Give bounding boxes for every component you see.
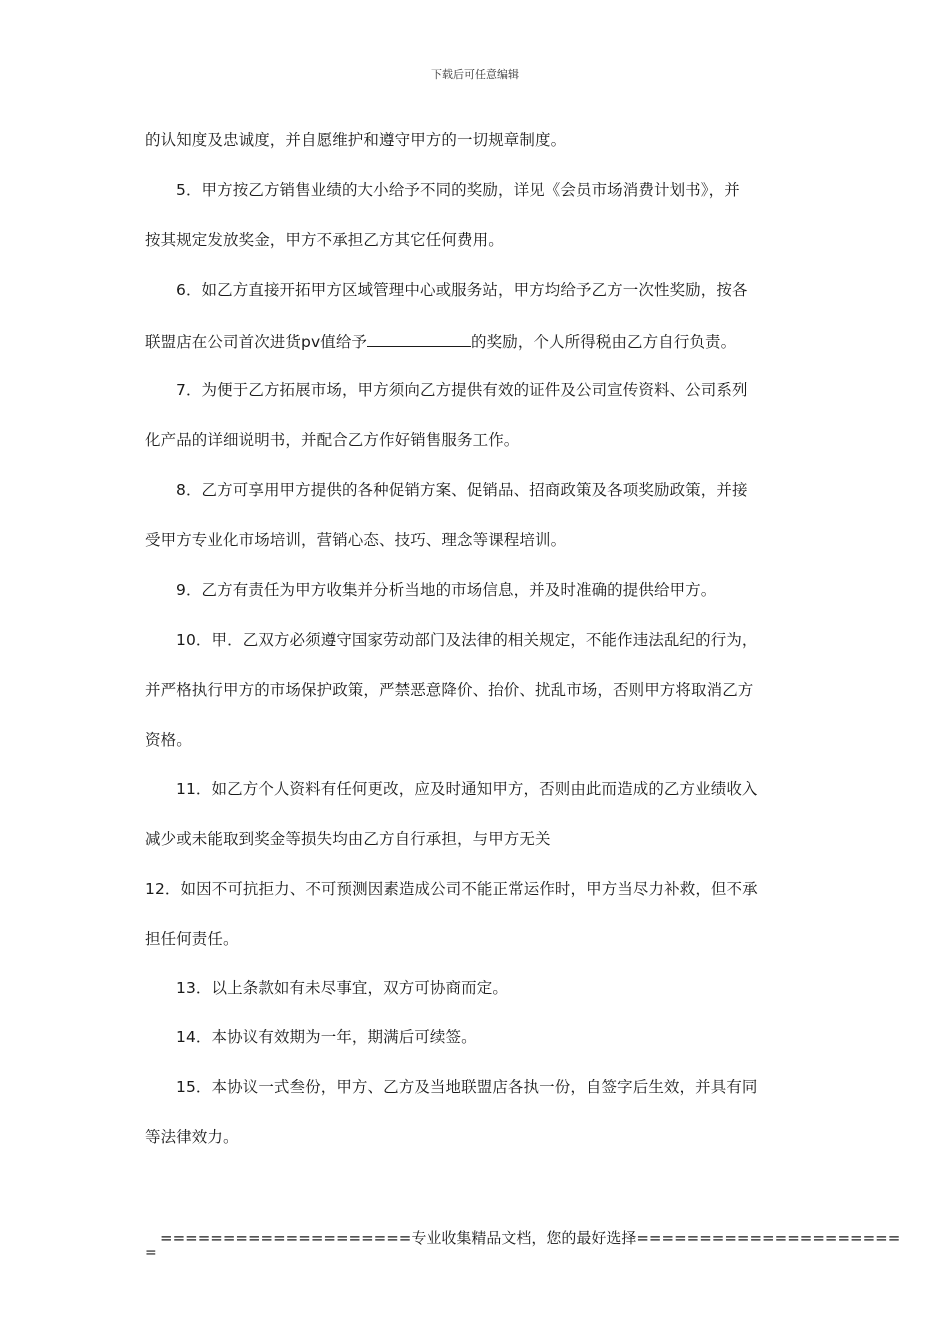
paragraph-line: 化产品的详细说明书，并配合乙方作好销售服务工作。 [145, 431, 520, 449]
paragraph-line: 资格。 [145, 731, 192, 749]
paragraph-line: 担任何责任。 [145, 930, 239, 948]
text-segment: 联盟店在公司首次进货 [145, 333, 302, 351]
text-segment-pv: pv [301, 333, 321, 351]
clause-13: 13．以上条款如有未尽事宜，双方可协商而定。 [176, 979, 508, 997]
text-segment: 的奖励，个人所得税由乙方自行负责。 [471, 333, 737, 351]
clause-11: 11．如乙方个人资料有任何更改，应及时通知甲方，否则由此而造成的乙方业绩收入 [176, 780, 758, 798]
clause-10: 10．甲．乙双方必须遵守国家劳动部门及法律的相关规定，不能作违法乱纪的行为， [176, 631, 758, 649]
page-footer: ====================专业收集精品文档，您的最好选择===================== [160, 1229, 901, 1247]
paragraph-line: 并严格执行甲方的市场保护政策，严禁恶意降价、抬价、扰乱市场，否则甲方将取消乙方 [145, 681, 754, 699]
clause-14: 14．本协议有效期为一年，期满后可续签。 [176, 1028, 477, 1046]
clause-9: 9．乙方有责任为甲方收集并分析当地的市场信息，并及时准确的提供给甲方。 [176, 581, 717, 599]
page-footer-tail: = [145, 1245, 157, 1261]
paragraph-line: 按其规定发放奖金，甲方不承担乙方其它任何费用。 [145, 231, 504, 249]
paragraph-line-with-blank [145, 330, 736, 352]
text-segment: 值给予 [320, 333, 368, 351]
clause-6: 6．如乙方直接开拓甲方区域管理中心或服务站，甲方均给予乙方一次性奖励，按各 [176, 281, 748, 299]
fill-in-blank [367, 330, 471, 347]
page-header: 下载后可任意编辑 [431, 68, 519, 81]
paragraph-line: 受甲方专业化市场培训，营销心态、技巧、理念等课程培训。 [145, 531, 567, 549]
clause-12: 12．如因不可抗拒力、不可预测因素造成公司不能正常运作时，甲方当尽力补救，但不承 [145, 880, 758, 898]
clause-15: 15．本协议一式叁份，甲方、乙方及当地联盟店各执一份，自签字后生效，并具有同 [176, 1078, 758, 1096]
clause-8: 8．乙方可享用甲方提供的各种促销方案、促销品、招商政策及各项奖励政策，并接 [176, 481, 748, 499]
paragraph-line: 等法律效力。 [145, 1128, 239, 1146]
paragraph-line: 的认知度及忠诚度，并自愿维护和遵守甲方的一切规章制度。 [145, 131, 567, 149]
clause-7: 7．为便于乙方拓展市场，甲方须向乙方提供有效的证件及公司宣传资料、公司系列 [176, 381, 748, 399]
paragraph-line: 减少或未能取到奖金等损失均由乙方自行承担，与甲方无关 [145, 830, 551, 848]
clause-5: 5．甲方按乙方销售业绩的大小给予不同的奖励，详见《会员市场消费计划书》，并 [176, 181, 740, 199]
